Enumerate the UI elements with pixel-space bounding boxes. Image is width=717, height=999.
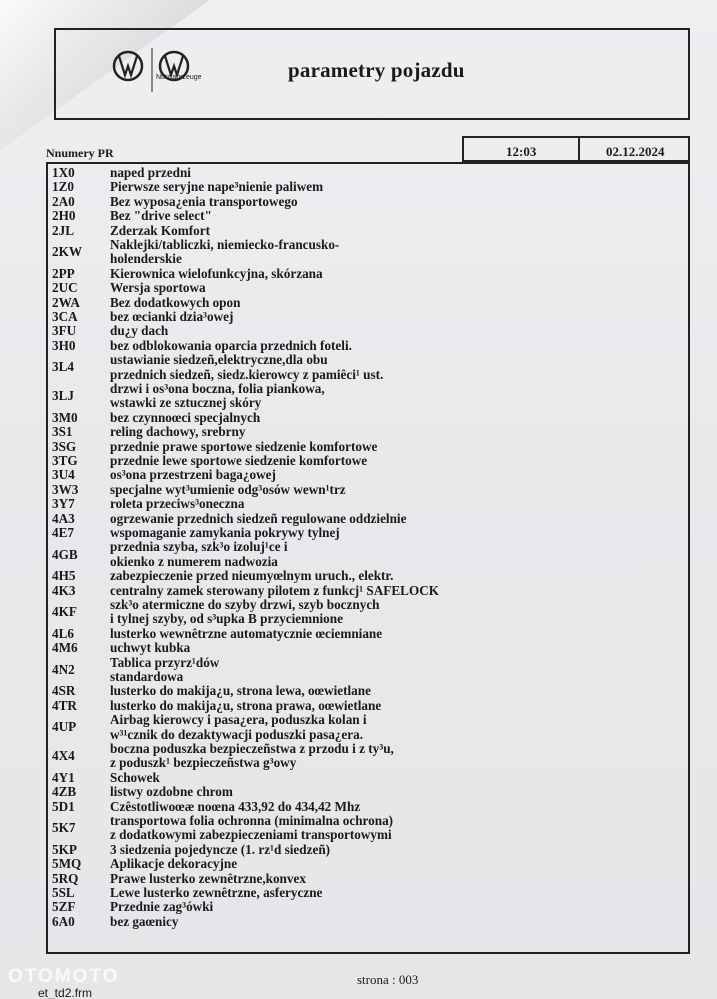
table-row [48,814,688,843]
pr-code: 5SL [52,885,75,900]
pr-description: Bez "drive select" [110,208,212,224]
pr-code: 4X4 [52,748,75,764]
pr-description: lusterko wewnêtrzne automatycznie œciemniane [110,625,383,641]
pr-code: 5RQ [52,870,79,886]
pr-code: 4N2 [52,661,75,677]
pr-description: przednich siedzeñ, siedz.kierowcy z pamiêci¹ ust. [110,366,384,382]
pr-code: 2H0 [52,208,76,224]
table-row [48,497,688,511]
pr-description: Wersja sportowa [110,280,206,296]
pr-code: 5ZF [52,899,76,915]
table-row [48,425,688,439]
timestamp-box [462,136,690,162]
table-row [48,180,688,194]
pr-description: naped przedni [110,165,191,180]
table-row [48,742,688,771]
table-row [48,771,688,785]
pr-code: 2UC [52,280,78,296]
page-title: parametry pojazdu [288,58,465,82]
table-row [48,296,688,310]
pr-code: 4GB [52,546,78,562]
pr-code: 4KF [52,604,77,620]
pr-code: 3CA [52,309,78,324]
pr-description: Airbag kierowcy i pasa¿era, poduszka kolan i [110,712,367,728]
date-value: 02.12.2024 [606,144,665,159]
table-row [48,267,688,281]
pr-code: 4A3 [52,510,75,526]
pr-description: listwy ozdobne chrom [110,784,233,800]
pr-description: bez czynnoœci specjalnych [110,409,261,425]
pr-code: 3H0 [52,337,76,353]
pr-description: Kierownica wielofunkcyjna, skórzana [110,265,323,281]
pr-code: 5K7 [52,820,76,836]
pr-description: w³¹cznik do dezaktywacji poduszki pasa¿era. [110,726,363,742]
pr-code: 3W3 [52,481,79,497]
table-row [48,281,688,295]
table-row [48,238,688,267]
pr-codes-table [46,162,690,954]
table-row [48,353,688,382]
table-row [48,584,688,598]
pr-code: 3M0 [52,409,78,425]
pr-numbers-label: Nnumery PR [46,146,114,160]
pr-description: centralny zamek sterowany pilotem z funkcj¹ SAFELOCK [110,582,439,598]
pr-description: Bez wyposa¿enia transportowego [110,193,298,209]
pr-description: Naklejki/tabliczki, niemiecko-francusko- [110,237,340,252]
pr-description: okienko z numerem nadwozia [110,553,278,569]
pr-description: wspomaganie zamykania pokrywy tylnej [110,525,340,540]
pr-description: roleta przeciws³oneczna [110,496,245,512]
pr-description: wstawki ze sztucznej skóry [110,395,262,411]
pr-code: 2PP [52,265,75,281]
table-row [48,411,688,425]
pr-description: zabezpieczenie przed nieumyœlnym uruch., elektr. [110,568,394,584]
table-row [48,598,688,627]
pr-description: du¿y dach [110,323,169,339]
pr-description: bez gaœnicy [110,913,179,929]
table-row [48,310,688,324]
table-row [48,339,688,353]
table-row [48,843,688,857]
pr-code: 3U4 [52,467,75,483]
logo-caption: Nutzfahrzeuge [156,74,202,81]
pr-description: transportowa folia ochronna (minimalna ochrona) [110,813,394,828]
table-row [48,209,688,223]
table-row [48,900,688,914]
pr-description: drzwi i os³ona boczna, folia piankowa, [110,381,325,396]
pr-code: 3SG [52,438,77,454]
pr-code: 4UP [52,719,77,735]
pr-code: 6A0 [52,913,75,929]
vw-logo-icon [102,42,198,102]
pr-description: ustawianie siedzeñ,elektryczne,dla obu [110,352,328,368]
pr-description: specjalne wyt³umienie odg³osów wewn¹trz [110,481,346,497]
table-row [48,483,688,497]
table-row [48,785,688,799]
pr-description: Przednie zag³ówki [110,899,214,915]
table-row [48,656,688,685]
pr-description: Lewe lusterko zewnêtrzne, asferyczne [110,885,323,900]
table-row [48,526,688,540]
pr-description: uchwyt kubka [110,640,191,656]
pr-code: 4L6 [52,625,74,641]
pr-description: 3 siedzenia pojedyncze (1. rz¹d siedzeñ) [110,841,331,857]
pr-description: lusterko do makija¿u, strona prawa, oœwietlane [110,697,382,713]
table-row [48,699,688,713]
watermark-text: OTOMOTO [8,966,120,987]
pr-description: Zderzak Komfort [110,222,210,238]
pr-description: przednia szyba, szk³o izoluj¹ce i [110,539,288,555]
table-row [48,324,688,338]
pr-description: Czêstotliwoœæ noœna 433,92 do 434,42 Mhz [110,798,361,814]
pr-description: standardowa [110,668,184,684]
table-row [48,713,688,742]
table-row [48,468,688,482]
pr-code: 2KW [52,244,83,260]
pr-code: 3TG [52,453,78,468]
table-row [48,166,688,180]
table-row [48,440,688,454]
table-row [48,569,688,583]
table-row [48,224,688,238]
pr-description: Aplikacje dekoracyjne [110,856,238,872]
header-box [54,28,690,120]
pr-code: 1Z0 [52,179,74,195]
table-row [48,684,688,698]
pr-code: 5MQ [52,856,82,872]
pr-code: 2JL [52,222,74,238]
pr-code: 4H5 [52,568,76,584]
pr-code: 3Y7 [52,496,75,512]
pr-code: 3S1 [52,424,73,440]
file-name: et_td2.frm [38,986,93,999]
pr-code: 4SR [52,683,76,699]
table-row [48,857,688,871]
table-row [48,454,688,468]
pr-description: bez œcianki dzia³owej [110,309,234,324]
table-row [48,627,688,641]
pr-code: 5KP [52,841,77,857]
pr-code: 1X0 [52,165,75,180]
table-row [48,540,688,569]
pr-description: przednie lewe sportowe siedzenie komfortowe [110,453,368,468]
pr-description: lusterko do makija¿u, strona lewa, oœwietlane [110,683,371,699]
table-row [48,641,688,655]
table-row [48,915,688,929]
pr-code: 5D1 [52,798,75,814]
pr-description: bez odblokowania oparcia przednich foteli. [110,337,352,353]
table-row [48,800,688,814]
pr-code: 4ZB [52,784,77,800]
pr-code: 3FU [52,323,77,339]
page-number: strona : 003 [357,972,419,987]
pr-description: Schowek [110,769,160,785]
pr-description: boczna poduszka bezpieczeñstwa z przodu i z ty³u, [110,741,394,756]
pr-code: 2A0 [52,193,75,209]
pr-description: szk³o atermiczne do szyby drzwi, szyb bocznych [110,597,380,612]
pr-description: Bez dodatkowych opon [110,294,241,310]
table-row [48,382,688,411]
pr-code: 3LJ [52,388,74,404]
table-row [48,886,688,900]
pr-description: przednie prawe sportowe siedzenie komfortowe [110,438,378,454]
table-row [48,872,688,886]
pr-description: reling dachowy, srebrny [110,424,246,440]
pr-description: holenderskie [110,251,182,267]
table-row [48,512,688,526]
pr-code: 3L4 [52,359,74,375]
pr-description: Prawe lusterko zewnêtrzne,konvex [110,870,306,886]
pr-code: 4Y1 [52,769,75,785]
pr-code: 4M6 [52,640,78,656]
table-row [48,195,688,209]
pr-description: z poduszk¹ bezpieczeñstwa g³owy [110,755,297,771]
pr-description: z dodatkowymi zabezpieczeniami transportowymi [110,827,392,843]
pr-code: 2WA [52,294,80,310]
pr-description: i tylnej szyby, od s³upka B przyciemnione [110,611,343,627]
pr-description: os³ona przestrzeni baga¿owej [110,467,276,483]
pr-code: 4TR [52,697,77,713]
pr-description: Tablica przyrz¹dów [110,654,220,670]
pr-code: 4E7 [52,525,74,540]
pr-description: ogrzewanie przednich siedzeñ regulowane oddzielnie [110,510,407,526]
pr-description: Pierwsze seryjne nape³nienie paliwem [110,179,324,195]
pr-code: 4K3 [52,582,76,598]
time-value: 12:03 [506,144,537,159]
timestamp-divider [578,138,580,160]
